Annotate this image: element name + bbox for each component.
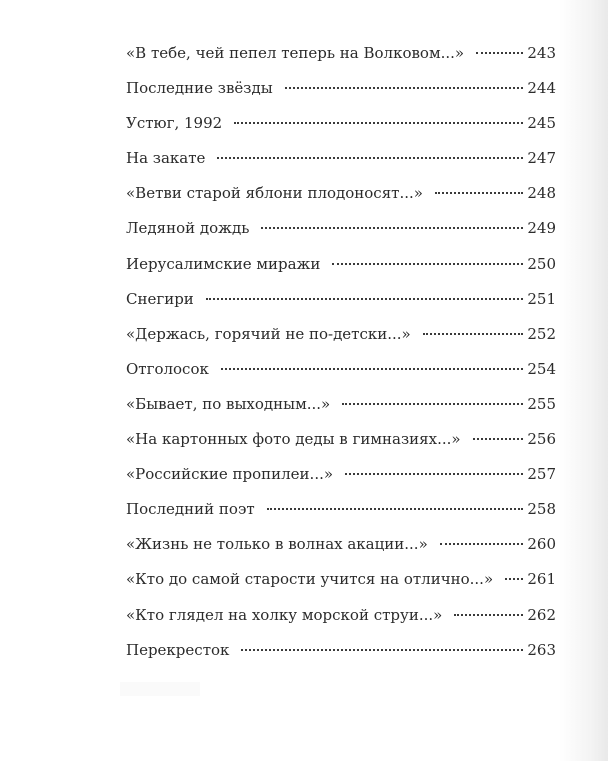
- dot-leader: [206, 298, 524, 300]
- toc-entry: [126, 176, 556, 211]
- toc-entry: [126, 106, 556, 141]
- toc-entry: [126, 247, 556, 282]
- toc-entry: [126, 457, 556, 492]
- toc-entry-page: 251: [527, 289, 556, 308]
- toc-entry: [126, 71, 556, 106]
- toc-entry-page: 249: [527, 219, 556, 238]
- toc-entry: [126, 211, 556, 246]
- toc-entry-page: 243: [527, 44, 556, 62]
- toc-entry-page: 260: [527, 535, 556, 554]
- toc-entry-page: 255: [527, 394, 556, 413]
- dot-leader: [476, 52, 523, 54]
- toc-entry: [126, 141, 556, 176]
- toc-entry-page: 252: [527, 324, 556, 343]
- dot-leader: [221, 368, 524, 370]
- toc-entry-title: Последний поэт: [126, 500, 255, 519]
- dot-leader: [345, 473, 523, 475]
- toc-entry-title: Перекресток: [126, 640, 230, 659]
- toc-entry-title: Иерусалимские миражи: [126, 254, 321, 273]
- toc-entry-page: 262: [527, 605, 556, 624]
- dot-leader: [473, 438, 524, 440]
- toc-entry-title: «Российские пропилеи...»: [126, 465, 334, 484]
- paper-shade: [120, 682, 200, 696]
- toc-entry: [126, 527, 556, 562]
- toc-entry: [126, 387, 556, 422]
- dot-leader: [342, 403, 523, 405]
- toc-entry-page: 245: [527, 114, 556, 133]
- toc-entry-page: 261: [527, 570, 556, 589]
- toc-entry-title: Снегири: [126, 289, 194, 308]
- dot-leader: [454, 614, 523, 616]
- toc-entry-page: 247: [527, 149, 556, 168]
- toc-entry-page: 250: [527, 254, 556, 273]
- dot-leader: [440, 543, 524, 545]
- toc-entry: [126, 598, 556, 633]
- toc-entry-title: «Кто глядел на холку морской струи...»: [126, 605, 443, 624]
- toc-entry-title: «Жизнь не только в волнах акации...»: [126, 535, 428, 554]
- toc-entry-title: «Кто до самой старости учится на отлично...»: [126, 570, 494, 589]
- toc-entry-page: 263: [527, 640, 556, 659]
- toc-entry-title: Последние звёзды: [126, 79, 273, 98]
- toc-entry-page: 244: [527, 79, 556, 98]
- toc-entry: [126, 36, 556, 71]
- toc-entry-title: «В тебе, чей пепел теперь на Волковом...»: [126, 44, 465, 62]
- toc-entry: [126, 422, 556, 457]
- toc-entry: [126, 562, 556, 597]
- toc-entry-title: Отголосок: [126, 359, 209, 378]
- dot-leader: [423, 333, 524, 335]
- toc-entry-title: Ледяной дождь: [126, 219, 250, 238]
- toc-entry-title: «Ветви старой яблони плодоносят...»: [126, 184, 423, 203]
- dot-leader: [217, 157, 523, 159]
- dot-leader: [241, 649, 523, 651]
- dot-leader: [234, 122, 523, 124]
- dot-leader: [267, 508, 524, 510]
- toc-entry-page: 256: [527, 430, 556, 449]
- toc-entry: [126, 633, 556, 668]
- toc-entry: [126, 352, 556, 387]
- toc-entry: [126, 282, 556, 317]
- toc-entry-title: «На картонных фото деды в гимназиях...»: [126, 430, 461, 449]
- toc-entry: [126, 317, 556, 352]
- dot-leader: [435, 192, 523, 194]
- toc-entry-page: 254: [527, 359, 556, 378]
- toc-entry-title: Устюг, 1992: [126, 114, 223, 133]
- table-of-contents: [126, 36, 556, 668]
- toc-entry-title: «Бывает, по выходным...»: [126, 394, 331, 413]
- dot-leader: [285, 87, 524, 89]
- dot-leader: [505, 578, 523, 580]
- toc-entry-page: 257: [527, 465, 556, 484]
- toc-entry-title: На закате: [126, 149, 206, 168]
- toc-entry-page: 248: [527, 184, 556, 203]
- toc-entry: [126, 492, 556, 527]
- dot-leader: [332, 263, 523, 265]
- toc-entry-page: 258: [527, 500, 556, 519]
- toc-entry-title: «Держась, горячий не по-детски...»: [126, 324, 411, 343]
- dot-leader: [261, 227, 523, 229]
